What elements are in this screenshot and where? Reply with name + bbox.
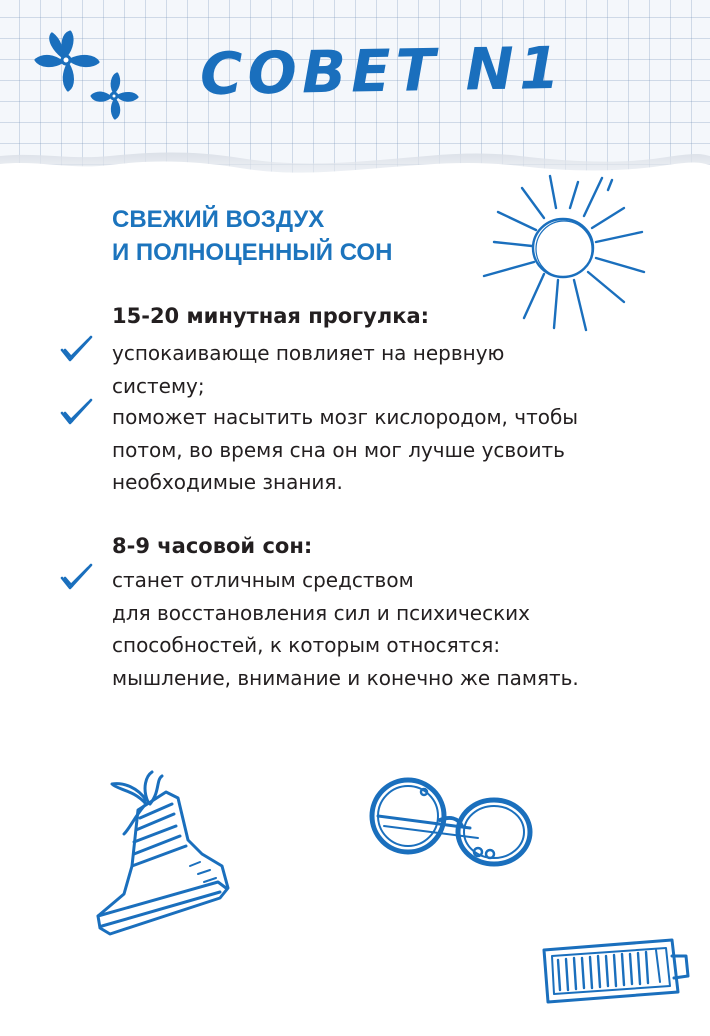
page-title: COBET N1 [199, 33, 565, 109]
walk-heading: 15-20 минутная прогулка: [112, 304, 430, 328]
sleep-heading: 8-9 часовой сон: [112, 534, 313, 558]
checkmark-icon [58, 334, 94, 364]
glasses-doodle-icon [366, 770, 536, 880]
walk-item-1: успокаивающе повлияет на нервную систему; [112, 341, 505, 398]
subtitle-line-1: СВЕЖИЙ ВОЗДУХ [112, 206, 325, 233]
section-subtitle [112, 203, 492, 269]
sun-doodle-icon [474, 168, 660, 338]
subtitle-line-2: И ПОЛНОЦЕННЫЙ СОН [112, 239, 393, 266]
sneaker-doodle-icon [90, 770, 230, 940]
checkmark-icon [58, 562, 94, 592]
checkmark-icon [58, 397, 94, 427]
battery-doodle-icon [538, 936, 690, 1004]
sleep-item-1: станет отличным средством для восстановления сил и психических способностей, к которым относятся: мышление, внимание и конечно же память. [112, 568, 579, 690]
flowers-doodle-icon [28, 28, 143, 128]
walk-item-2: поможет насытить мозг кислородом, чтобы потом, во время сна он мог лучше усвоить необходимые знания. [112, 405, 579, 494]
